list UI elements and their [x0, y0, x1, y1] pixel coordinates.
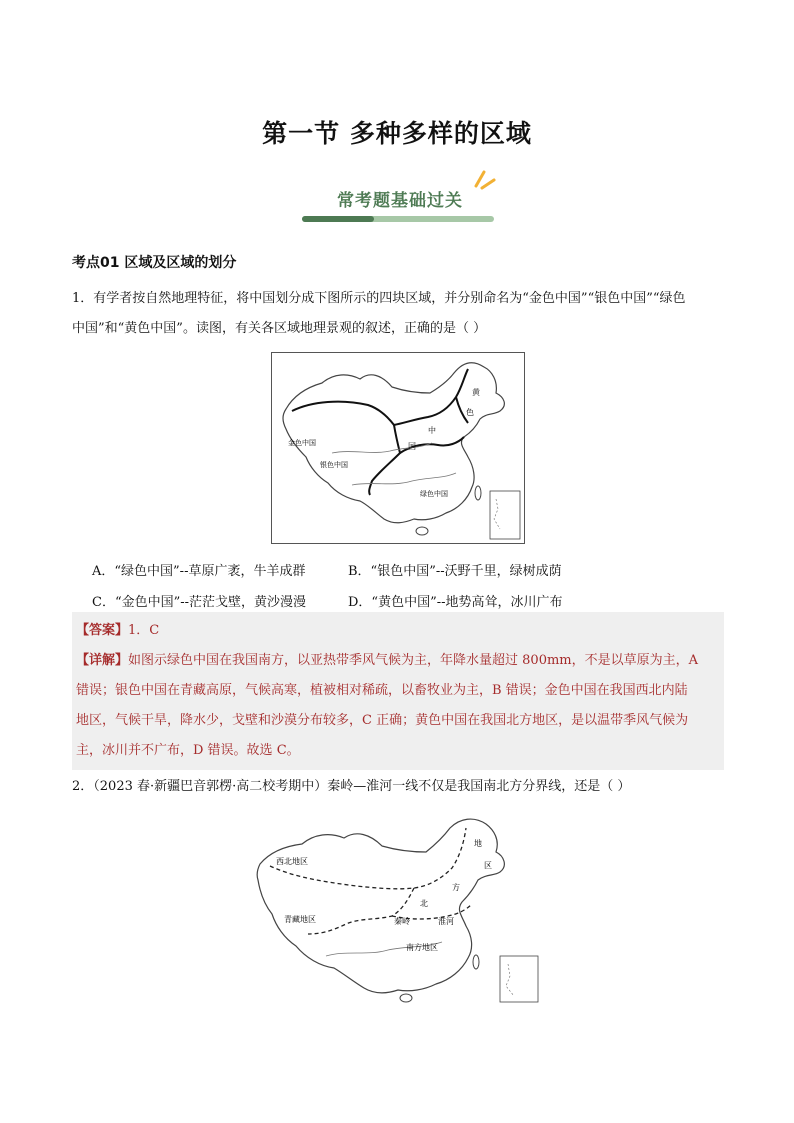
china-four-regions-map	[272, 353, 524, 543]
label-south: 南方地区	[406, 943, 438, 952]
boundary-west	[369, 425, 400, 495]
q1-stem-line-2: 中国”和“黄色中国”。读图，有关各区域地理景观的叙述，正确的是（ ）	[72, 321, 487, 336]
answer-value: 1．C	[128, 623, 160, 638]
q1-option-b: B．“银色中国”--沃野千里，绿树成荫	[348, 564, 562, 579]
label-yellow-1: 黄	[472, 388, 480, 397]
label-huaihe: 淮河	[438, 917, 454, 926]
banner-underline-accent	[302, 216, 374, 222]
q2-map-figure	[256, 816, 546, 1006]
q1-map-figure	[271, 352, 525, 544]
label-north-4: 方	[452, 883, 460, 892]
label-silver-china: 银色中国	[320, 461, 348, 469]
label-yellow-3: 中	[428, 426, 436, 435]
answer-tag: 【答案】	[76, 623, 129, 638]
china-regions-map	[256, 816, 546, 1006]
q1-detail-line-4: 主，冰川并不广布，D 错误。故选 C。	[76, 743, 300, 758]
section-banner	[300, 168, 500, 228]
detail-text-1: 如图示绿色中国在我国南方，以亚热带季风气候为主，年降水量超过 800mm，不是以草原为主，A	[128, 653, 699, 668]
section-heading: 考点01 区域及区域的划分	[72, 255, 237, 271]
page-title: 第一节 多种多样的区域	[262, 119, 532, 148]
q1-option-d: D．“黄色中国”--地势高耸，冰川广布	[348, 595, 563, 610]
q1-detail-line-3: 地区，气候干旱，降水少，戈壁和沙漠分布较多，C 正确；黄色中国在我国北方地区，是以温带季风气候为	[76, 713, 689, 728]
banner-label: 常考题基础过关	[337, 191, 463, 211]
china-outline	[283, 363, 504, 523]
label-yellow-2: 色	[466, 408, 474, 417]
label-qingzang: 青藏地区	[284, 915, 316, 924]
q1-option-a: A．“绿色中国”--草原广袤，牛羊成群	[92, 564, 306, 579]
label-north-2: 区	[484, 861, 492, 870]
label-gold-china: 金色中国	[288, 439, 316, 447]
label-qinling: 秦岭	[394, 917, 410, 926]
q1-stem-line-1: 1．有学者按自然地理特征，将中国划分成下图所示的四块区域，并分别命名为“金色中国”“银色中国”“绿色	[72, 291, 686, 306]
q1-detail-line-1	[76, 646, 724, 676]
label-north-1: 地	[474, 839, 482, 848]
q1-option-c: C．“金色中国”--茫茫戈壁，黄沙漫漫	[92, 595, 307, 610]
label-yellow-4: 国	[408, 442, 416, 451]
q1-detail-line-2: 错误；银色中国在青藏高原，气候高寒，植被相对稀疏，以畜牧业为主，B 错误；金色中国在我国西北内陆	[76, 683, 688, 698]
label-north-3: 北	[420, 899, 428, 908]
label-northwest: 西北地区	[276, 857, 308, 866]
detail-tag: 【详解】	[76, 653, 129, 668]
q1-answer-line	[76, 616, 159, 646]
boundary-qingzang	[308, 888, 414, 934]
q2-stem: 2．（2023 春·新疆巴音郭楞·高二校考期中）秦岭—淮河一线不仅是我国南北方分界线，还是（ ）	[72, 779, 631, 794]
china-outline-2	[257, 819, 504, 993]
label-green-china: 绿色中国	[420, 490, 448, 498]
